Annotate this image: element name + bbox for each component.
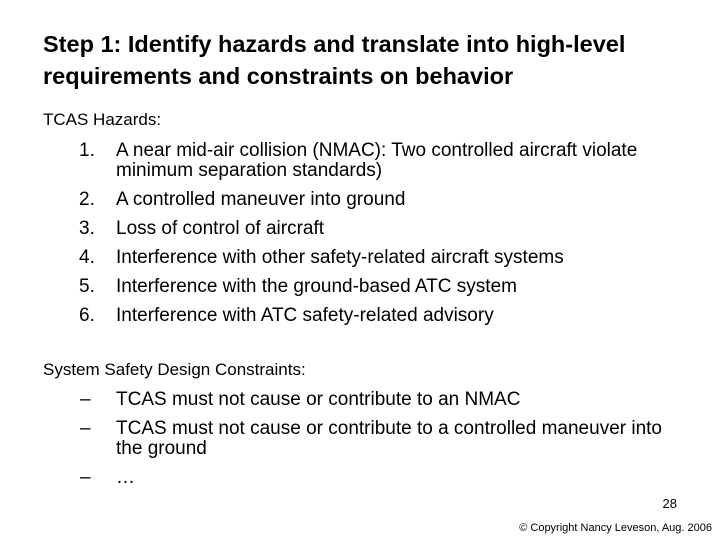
hazard-text: A near mid-air collision (NMAC): Two controlled aircraft violate minimum separation standards) bbox=[116, 140, 638, 181]
hazard-number: 1. bbox=[79, 140, 95, 161]
dash-bullet: – bbox=[80, 418, 91, 439]
hazard-number: 2. bbox=[79, 189, 95, 210]
constraint-item bbox=[0, 419, 676, 459]
constraints-heading: System Safety Design Constraints: bbox=[43, 360, 306, 379]
hazard-text: Interference with other safety-related aircraft systems bbox=[116, 247, 564, 268]
page-number: 28 bbox=[662, 496, 677, 511]
constraint-item bbox=[0, 468, 676, 488]
constraint-list bbox=[0, 390, 676, 497]
dash-bullet: – bbox=[80, 467, 91, 488]
hazard-item bbox=[0, 248, 676, 268]
hazard-item bbox=[0, 190, 676, 210]
hazard-item bbox=[0, 306, 676, 326]
constraint-text: TCAS must not cause or contribute to an NMAC bbox=[116, 389, 521, 410]
hazard-number: 5. bbox=[79, 276, 95, 297]
copyright-notice: © Copyright Nancy Leveson, Aug. 2006 bbox=[519, 522, 712, 534]
constraint-item bbox=[0, 390, 676, 410]
constraint-text: … bbox=[116, 467, 135, 488]
slide-title: Step 1: Identify hazards and translate into high-level requirements and constraints on behavior bbox=[43, 31, 626, 89]
hazard-item bbox=[0, 141, 676, 181]
constraint-text: TCAS must not cause or contribute to a controlled maneuver into the ground bbox=[116, 418, 662, 459]
hazard-text: Loss of control of aircraft bbox=[116, 218, 325, 239]
hazard-text: Interference with ATC safety-related advisory bbox=[116, 305, 494, 326]
hazard-list bbox=[0, 141, 676, 335]
hazard-number: 3. bbox=[79, 218, 95, 239]
hazard-number: 6. bbox=[79, 305, 95, 326]
hazard-text: A controlled maneuver into ground bbox=[116, 189, 406, 210]
dash-bullet: – bbox=[80, 389, 91, 410]
hazard-text: Interference with the ground-based ATC system bbox=[116, 276, 517, 297]
hazards-heading: TCAS Hazards: bbox=[43, 110, 162, 129]
hazard-item bbox=[0, 277, 676, 297]
hazard-number: 4. bbox=[79, 247, 95, 268]
hazard-item bbox=[0, 219, 676, 239]
